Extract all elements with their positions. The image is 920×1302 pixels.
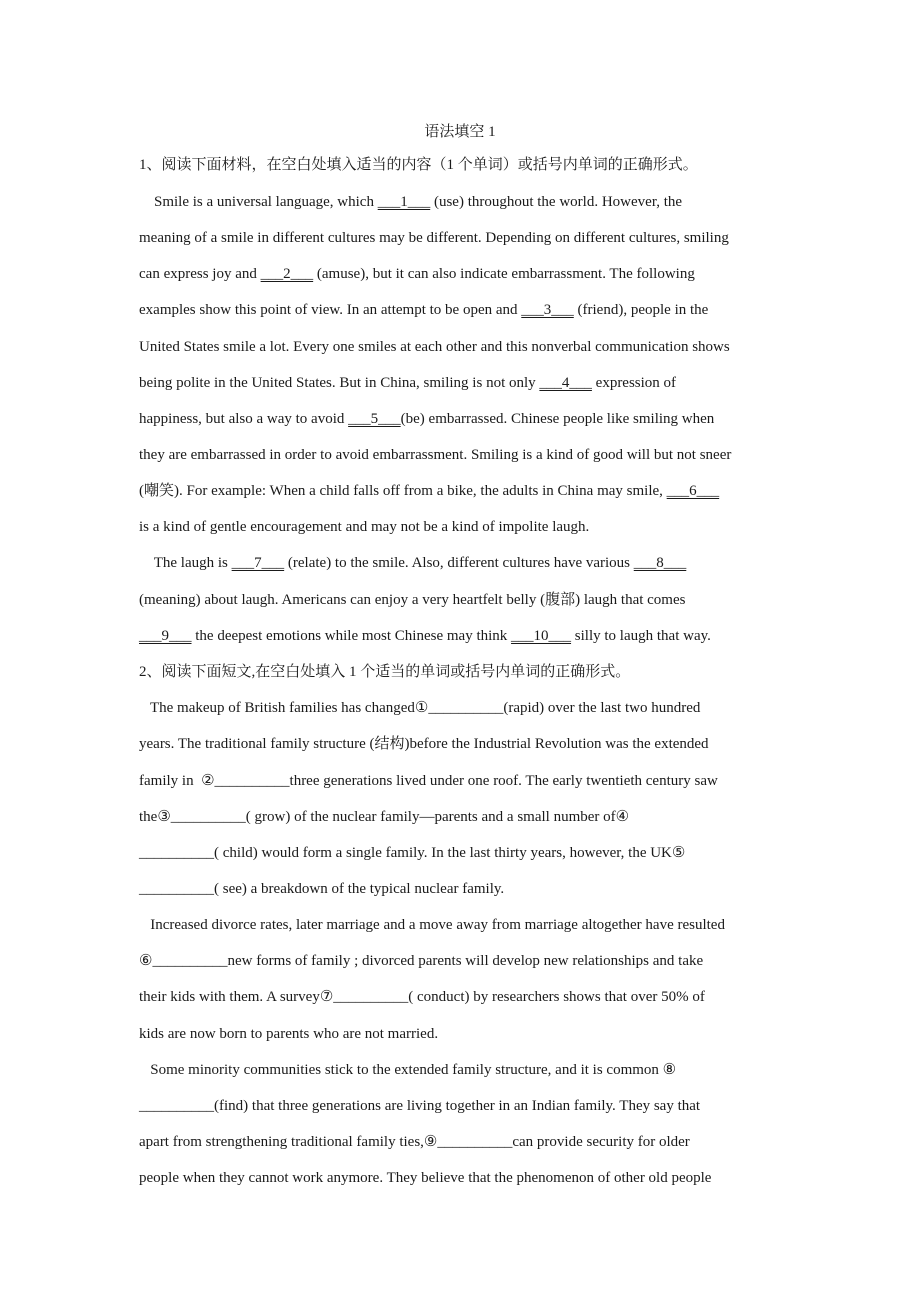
q1-line: is a kind of gentle encouragement and may not be a kind of impolite laugh. (139, 519, 590, 535)
q1-line: Smile is a universal language, which ___1___ (use) throughout the world. However, the (139, 194, 683, 210)
q2-line: family in ②__________three generations lived under one roof. The early twentieth century saw (139, 773, 718, 789)
q1-instruction: 1、阅读下面材料，在空白处填入适当的内容（1 个单词）或括号内单词的正确形式。 (139, 157, 698, 173)
blank-8: ___8___ (633, 555, 687, 571)
blank-9: ___9___ (139, 628, 192, 644)
blank-1: ___1___ (377, 194, 431, 210)
q2-instruction: 2、阅读下面短文,在空白处填入 1 个适当的单词或括号内单词的正确形式。 (139, 664, 631, 680)
q2-line: their kids with them. A survey⑦__________( conduct) by researchers shows that over 50% of (139, 989, 705, 1005)
q2-line: Some minority communities stick to the extended family structure, and it is common ⑧ (139, 1062, 677, 1078)
q1-line: (meaning) about laugh. Americans can enjoy a very heartfelt belly (腹部) laugh that comes (139, 592, 686, 608)
q1-line: happiness, but also a way to avoid ___5___(be) embarrassed. Chinese people like smiling when (139, 411, 715, 427)
q2-line: The makeup of British families has changed①__________(rapid) over the last two hundred (139, 700, 701, 716)
q2-line: __________( child) would form a single family. In the last thirty years, however, the UK⑤ (139, 845, 686, 861)
blank-5: ___5___ (348, 411, 401, 427)
q1-line: The laugh is ___7___ (relate) to the smile. Also, different cultures have various ___8___ (139, 555, 687, 571)
q2-line: __________(find) that three generations are living together in an Indian family. They say that (139, 1098, 701, 1114)
q2-line: kids are now born to parents who are not married. (139, 1026, 439, 1042)
q1-line: meaning of a smile in different cultures may be different. Depending on different cultures, smiling (139, 230, 729, 246)
q2-line: ⑥__________new forms of family ; divorced parents will develop new relationships and take (139, 953, 704, 969)
blank-6: ___6___ (666, 483, 720, 499)
q1-line: ___9___ the deepest emotions while most Chinese may think ___10___ silly to laugh that way. (139, 628, 711, 644)
q1-line: can express joy and ___2___ (amuse), but it can also indicate embarrassment. The following (139, 266, 695, 282)
q2-line: apart from strengthening traditional family ties,⑨__________can provide security for older (139, 1134, 690, 1150)
q1-line: being polite in the United States. But in China, smiling is not only ___4___ expression of (139, 375, 677, 391)
q1-line: United States smile a lot. Every one smiles at each other and this nonverbal communication shows (139, 339, 730, 355)
q1-line: they are embarrassed in order to avoid embarrassment. Smiling is a kind of good will but not sneer (139, 447, 732, 463)
blank-10: ___10___ (511, 628, 572, 644)
page-title: 语法填空 1 (424, 124, 496, 140)
blank-4: ___4___ (539, 375, 592, 391)
q2-line: the③__________( grow) of the nuclear family—parents and a small number of④ (139, 809, 630, 825)
q1-line: examples show this point of view. In an attempt to be open and ___3___ (friend), people in the (139, 302, 709, 318)
q1-line: (嘲笑). For example: When a child falls off from a bike, the adults in China may smile, ___6___ (139, 483, 720, 499)
q2-line: __________( see) a breakdown of the typical nuclear family. (139, 881, 505, 897)
q2-line: years. The traditional family structure (结构)before the Industrial Revolution was the extended (139, 736, 709, 752)
blank-7: ___7___ (231, 555, 285, 571)
blank-2: ___2___ (260, 266, 314, 282)
q2-line: people when they cannot work anymore. They believe that the phenomenon of other old people (139, 1170, 712, 1186)
q2-line: Increased divorce rates, later marriage and a move away from marriage altogether have resulted (139, 917, 725, 933)
blank-3: ___3___ (521, 302, 574, 318)
